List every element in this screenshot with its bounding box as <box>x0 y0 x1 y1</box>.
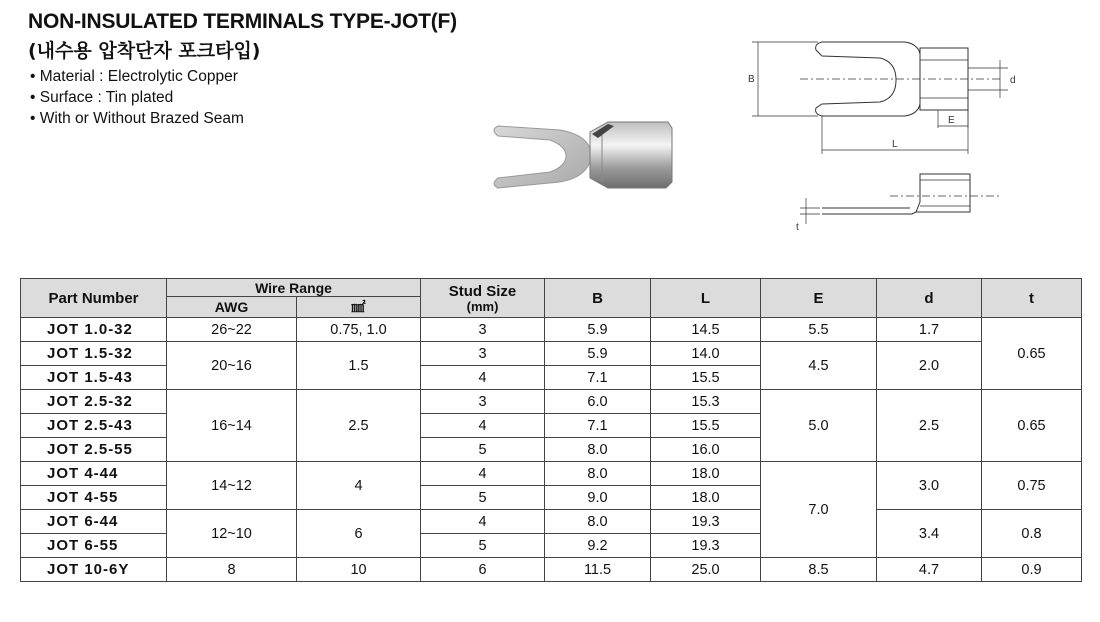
cell-stud: 3 <box>421 390 545 414</box>
cell-stud: 4 <box>421 462 545 486</box>
cell-part: JOT 4-44 <box>21 462 167 486</box>
bullet-seam: • With or Without Brazed Seam <box>30 108 244 129</box>
cell-stud: 3 <box>421 342 545 366</box>
cell-d: 3.4 <box>877 510 982 558</box>
header-mm2: ㎟ <box>297 297 421 318</box>
cell-l: 15.3 <box>651 390 761 414</box>
cell-b: 5.9 <box>545 342 651 366</box>
cell-part: JOT 2.5-55 <box>21 438 167 462</box>
cell-b: 9.0 <box>545 486 651 510</box>
cell-l: 16.0 <box>651 438 761 462</box>
cell-t: 0.9 <box>982 558 1082 582</box>
cell-awg: 26~22 <box>167 318 297 342</box>
header-l: L <box>651 279 761 318</box>
cell-b: 8.0 <box>545 462 651 486</box>
cell-part: JOT 2.5-32 <box>21 390 167 414</box>
spec-bullets <box>30 66 244 129</box>
cell-d: 1.7 <box>877 318 982 342</box>
dim-label-e: E <box>948 115 955 126</box>
bullet-surface: • Surface : Tin plated <box>30 87 244 108</box>
cell-l: 19.3 <box>651 510 761 534</box>
cell-l: 15.5 <box>651 366 761 390</box>
cell-b: 6.0 <box>545 390 651 414</box>
cell-awg: 16~14 <box>167 390 297 462</box>
cell-awg: 8 <box>167 558 297 582</box>
cell-b: 7.1 <box>545 366 651 390</box>
cell-l: 14.5 <box>651 318 761 342</box>
cell-mm2: 6 <box>297 510 421 558</box>
terminal-drawing <box>740 30 1040 240</box>
bullet-material: • Material : Electrolytic Copper <box>30 66 244 87</box>
dim-label-t: t <box>796 222 799 233</box>
header-e: E <box>761 279 877 318</box>
cell-t: 0.65 <box>982 390 1082 462</box>
cell-stud: 6 <box>421 558 545 582</box>
cell-b: 11.5 <box>545 558 651 582</box>
cell-mm2: 1.5 <box>297 342 421 390</box>
cell-mm2: 0.75, 1.0 <box>297 318 421 342</box>
table-row <box>21 390 1082 414</box>
header-stud-size <box>421 279 545 318</box>
header-stud-unit: (mm) <box>466 298 499 314</box>
header-d: d <box>877 279 982 318</box>
cell-part: JOT 6-44 <box>21 510 167 534</box>
cell-b: 7.1 <box>545 414 651 438</box>
cell-l: 19.3 <box>651 534 761 558</box>
cell-t: 0.8 <box>982 510 1082 558</box>
page-subtitle: (내수용 압착단자 포크타입) <box>28 40 261 62</box>
cell-l: 15.5 <box>651 414 761 438</box>
terminal-photo <box>480 108 690 203</box>
cell-l: 14.0 <box>651 342 761 366</box>
page-title: NON-INSULATED TERMINALS TYPE-JOT(F) <box>28 10 457 33</box>
cell-e: 4.5 <box>761 342 877 390</box>
cell-e: 7.0 <box>761 462 877 558</box>
table-row <box>21 342 1082 366</box>
cell-part: JOT 6-55 <box>21 534 167 558</box>
spec-table <box>20 278 1082 582</box>
cell-e: 5.5 <box>761 318 877 342</box>
header-wire-range: Wire Range <box>167 279 421 297</box>
cell-mm2: 4 <box>297 462 421 510</box>
cell-part: JOT 4-55 <box>21 486 167 510</box>
cell-awg: 12~10 <box>167 510 297 558</box>
cell-t: 0.65 <box>982 318 1082 390</box>
cell-l: 18.0 <box>651 486 761 510</box>
table-row <box>21 558 1082 582</box>
cell-stud: 5 <box>421 486 545 510</box>
cell-stud: 4 <box>421 414 545 438</box>
dim-label-l: L <box>892 139 898 150</box>
cell-d: 2.0 <box>877 342 982 390</box>
cell-d: 3.0 <box>877 462 982 510</box>
cell-b: 8.0 <box>545 510 651 534</box>
cell-part: JOT 1.5-32 <box>21 342 167 366</box>
cell-b: 9.2 <box>545 534 651 558</box>
header-stud-size-label: Stud Size <box>448 282 517 300</box>
table-row <box>21 318 1082 342</box>
cell-part: JOT 1.5-43 <box>21 366 167 390</box>
cell-d: 4.7 <box>877 558 982 582</box>
cell-stud: 3 <box>421 318 545 342</box>
header-t: t <box>982 279 1082 318</box>
cell-stud: 4 <box>421 510 545 534</box>
cell-stud: 4 <box>421 366 545 390</box>
header-b: B <box>545 279 651 318</box>
cell-t: 0.75 <box>982 462 1082 510</box>
cell-b: 8.0 <box>545 438 651 462</box>
cell-stud: 5 <box>421 438 545 462</box>
table-row <box>21 462 1082 486</box>
cell-e: 8.5 <box>761 558 877 582</box>
dim-label-b: B <box>748 74 755 85</box>
cell-part: JOT 1.0-32 <box>21 318 167 342</box>
cell-awg: 20~16 <box>167 342 297 390</box>
cell-l: 25.0 <box>651 558 761 582</box>
table-row <box>21 510 1082 534</box>
dim-label-d: d <box>1010 75 1016 86</box>
cell-part: JOT 10-6Y <box>21 558 167 582</box>
cell-mm2: 2.5 <box>297 390 421 462</box>
cell-awg: 14~12 <box>167 462 297 510</box>
header-awg: AWG <box>167 297 297 318</box>
header-part-number: Part Number <box>21 279 167 318</box>
cell-mm2: 10 <box>297 558 421 582</box>
cell-l: 18.0 <box>651 462 761 486</box>
cell-b: 5.9 <box>545 318 651 342</box>
cell-d: 2.5 <box>877 390 982 462</box>
cell-stud: 5 <box>421 534 545 558</box>
cell-part: JOT 2.5-43 <box>21 414 167 438</box>
cell-e: 5.0 <box>761 390 877 462</box>
